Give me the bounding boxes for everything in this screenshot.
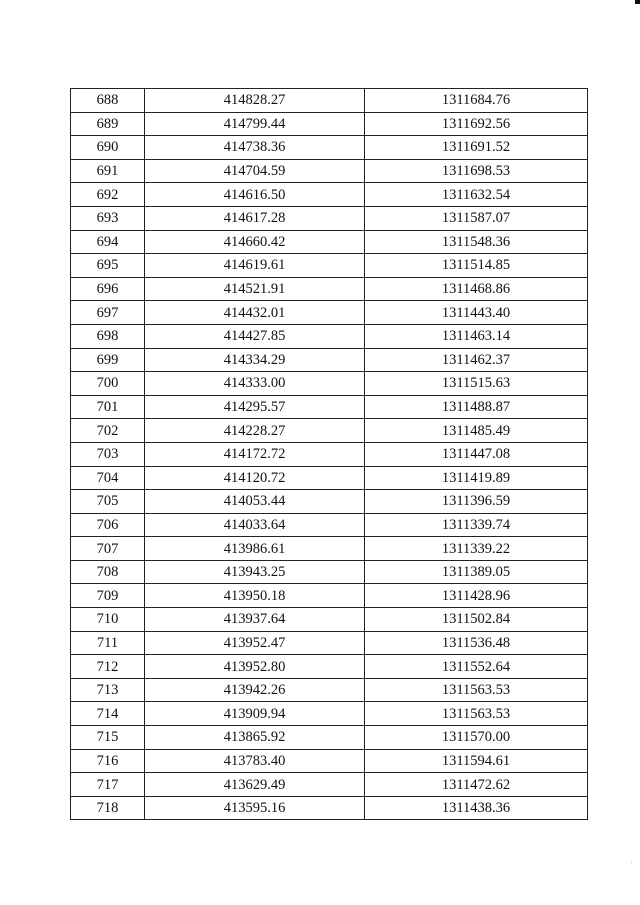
- table-row: [71, 466, 588, 490]
- x-coordinate-cell: 414619.61: [145, 254, 365, 278]
- table-row: [71, 442, 588, 466]
- x-coordinate-cell: 414334.29: [145, 348, 365, 372]
- point-number-cell: 706: [71, 513, 145, 537]
- y-coordinate-cell: 1311515.63: [365, 372, 588, 396]
- y-coordinate-cell: 1311563.53: [365, 702, 588, 726]
- table-row: [71, 796, 588, 820]
- y-coordinate-cell: 1311548.36: [365, 230, 588, 254]
- point-number-cell: 693: [71, 206, 145, 230]
- point-number-cell: 692: [71, 183, 145, 207]
- table-row: [71, 159, 588, 183]
- y-coordinate-cell: 1311396.59: [365, 490, 588, 514]
- x-coordinate-cell: 414828.27: [145, 89, 365, 113]
- point-number-cell: 700: [71, 372, 145, 396]
- table-row: [71, 608, 588, 632]
- x-coordinate-cell: 414617.28: [145, 206, 365, 230]
- y-coordinate-cell: 1311514.85: [365, 254, 588, 278]
- x-coordinate-cell: 414738.36: [145, 136, 365, 160]
- point-number-cell: 712: [71, 655, 145, 679]
- y-coordinate-cell: 1311428.96: [365, 584, 588, 608]
- y-coordinate-cell: 1311339.74: [365, 513, 588, 537]
- x-coordinate-cell: 413950.18: [145, 584, 365, 608]
- coordinate-table: [70, 88, 588, 820]
- y-coordinate-cell: 1311472.62: [365, 773, 588, 797]
- table-row: [71, 136, 588, 160]
- x-coordinate-cell: 413783.40: [145, 749, 365, 773]
- y-coordinate-cell: 1311691.52: [365, 136, 588, 160]
- x-coordinate-cell: 413942.26: [145, 678, 365, 702]
- y-coordinate-cell: 1311570.00: [365, 726, 588, 750]
- point-number-cell: 696: [71, 277, 145, 301]
- table-row: [71, 324, 588, 348]
- y-coordinate-cell: 1311587.07: [365, 206, 588, 230]
- x-coordinate-cell: 414333.00: [145, 372, 365, 396]
- y-coordinate-cell: 1311485.49: [365, 419, 588, 443]
- point-number-cell: 704: [71, 466, 145, 490]
- x-coordinate-cell: 414660.42: [145, 230, 365, 254]
- point-number-cell: 697: [71, 301, 145, 325]
- x-coordinate-cell: 414432.01: [145, 301, 365, 325]
- table-row: [71, 112, 588, 136]
- table-row: [71, 419, 588, 443]
- table-row: [71, 560, 588, 584]
- y-coordinate-cell: 1311339.22: [365, 537, 588, 561]
- y-coordinate-cell: 1311552.64: [365, 655, 588, 679]
- y-coordinate-cell: 1311447.08: [365, 442, 588, 466]
- point-number-cell: 698: [71, 324, 145, 348]
- y-coordinate-cell: 1311468.86: [365, 277, 588, 301]
- table-row: [71, 254, 588, 278]
- x-coordinate-cell: 414295.57: [145, 395, 365, 419]
- y-coordinate-cell: 1311488.87: [365, 395, 588, 419]
- point-number-cell: 699: [71, 348, 145, 372]
- table-row: [71, 206, 588, 230]
- point-number-cell: 695: [71, 254, 145, 278]
- table-row: [71, 655, 588, 679]
- coordinate-table-body: [71, 89, 588, 820]
- point-number-cell: 691: [71, 159, 145, 183]
- x-coordinate-cell: 413937.64: [145, 608, 365, 632]
- point-number-cell: 710: [71, 608, 145, 632]
- x-coordinate-cell: 414521.91: [145, 277, 365, 301]
- x-coordinate-cell: 414228.27: [145, 419, 365, 443]
- table-row: [71, 678, 588, 702]
- table-row: [71, 230, 588, 254]
- table-row: [71, 301, 588, 325]
- point-number-cell: 711: [71, 631, 145, 655]
- x-coordinate-cell: 414427.85: [145, 324, 365, 348]
- table-row: [71, 348, 588, 372]
- x-coordinate-cell: 413865.92: [145, 726, 365, 750]
- y-coordinate-cell: 1311443.40: [365, 301, 588, 325]
- x-coordinate-cell: 413943.25: [145, 560, 365, 584]
- y-coordinate-cell: 1311389.05: [365, 560, 588, 584]
- table-row: [71, 372, 588, 396]
- x-coordinate-cell: 413629.49: [145, 773, 365, 797]
- x-coordinate-cell: 414704.59: [145, 159, 365, 183]
- table-row: [71, 631, 588, 655]
- point-number-cell: 690: [71, 136, 145, 160]
- x-coordinate-cell: 414616.50: [145, 183, 365, 207]
- x-coordinate-cell: 414033.64: [145, 513, 365, 537]
- table-row: [71, 537, 588, 561]
- y-coordinate-cell: 1311502.84: [365, 608, 588, 632]
- y-coordinate-cell: 1311632.54: [365, 183, 588, 207]
- table-row: [71, 584, 588, 608]
- point-number-cell: 717: [71, 773, 145, 797]
- x-coordinate-cell: 413952.80: [145, 655, 365, 679]
- corner-scan-mark: [635, 0, 640, 4]
- point-number-cell: 705: [71, 490, 145, 514]
- point-number-cell: 715: [71, 726, 145, 750]
- table-row: [71, 277, 588, 301]
- table-row: [71, 513, 588, 537]
- point-number-cell: 688: [71, 89, 145, 113]
- y-coordinate-cell: 1311462.37: [365, 348, 588, 372]
- table-row: [71, 395, 588, 419]
- x-coordinate-cell: 414053.44: [145, 490, 365, 514]
- y-coordinate-cell: 1311563.53: [365, 678, 588, 702]
- y-coordinate-cell: 1311684.76: [365, 89, 588, 113]
- table-row: [71, 702, 588, 726]
- point-number-cell: 701: [71, 395, 145, 419]
- point-number-cell: 709: [71, 584, 145, 608]
- point-number-cell: 716: [71, 749, 145, 773]
- point-number-cell: 713: [71, 678, 145, 702]
- x-coordinate-cell: 413595.16: [145, 796, 365, 820]
- table-row: [71, 89, 588, 113]
- point-number-cell: 714: [71, 702, 145, 726]
- table-row: [71, 749, 588, 773]
- scan-speck: [631, 862, 632, 863]
- y-coordinate-cell: 1311692.56: [365, 112, 588, 136]
- table-row: [71, 726, 588, 750]
- x-coordinate-cell: 413952.47: [145, 631, 365, 655]
- y-coordinate-cell: 1311419.89: [365, 466, 588, 490]
- x-coordinate-cell: 413986.61: [145, 537, 365, 561]
- y-coordinate-cell: 1311438.36: [365, 796, 588, 820]
- x-coordinate-cell: 414799.44: [145, 112, 365, 136]
- x-coordinate-cell: 413909.94: [145, 702, 365, 726]
- y-coordinate-cell: 1311536.48: [365, 631, 588, 655]
- y-coordinate-cell: 1311594.61: [365, 749, 588, 773]
- table-row: [71, 490, 588, 514]
- x-coordinate-cell: 414172.72: [145, 442, 365, 466]
- point-number-cell: 708: [71, 560, 145, 584]
- y-coordinate-cell: 1311698.53: [365, 159, 588, 183]
- point-number-cell: 703: [71, 442, 145, 466]
- point-number-cell: 707: [71, 537, 145, 561]
- point-number-cell: 718: [71, 796, 145, 820]
- point-number-cell: 694: [71, 230, 145, 254]
- point-number-cell: 689: [71, 112, 145, 136]
- table-row: [71, 773, 588, 797]
- x-coordinate-cell: 414120.72: [145, 466, 365, 490]
- point-number-cell: 702: [71, 419, 145, 443]
- table-row: [71, 183, 588, 207]
- y-coordinate-cell: 1311463.14: [365, 324, 588, 348]
